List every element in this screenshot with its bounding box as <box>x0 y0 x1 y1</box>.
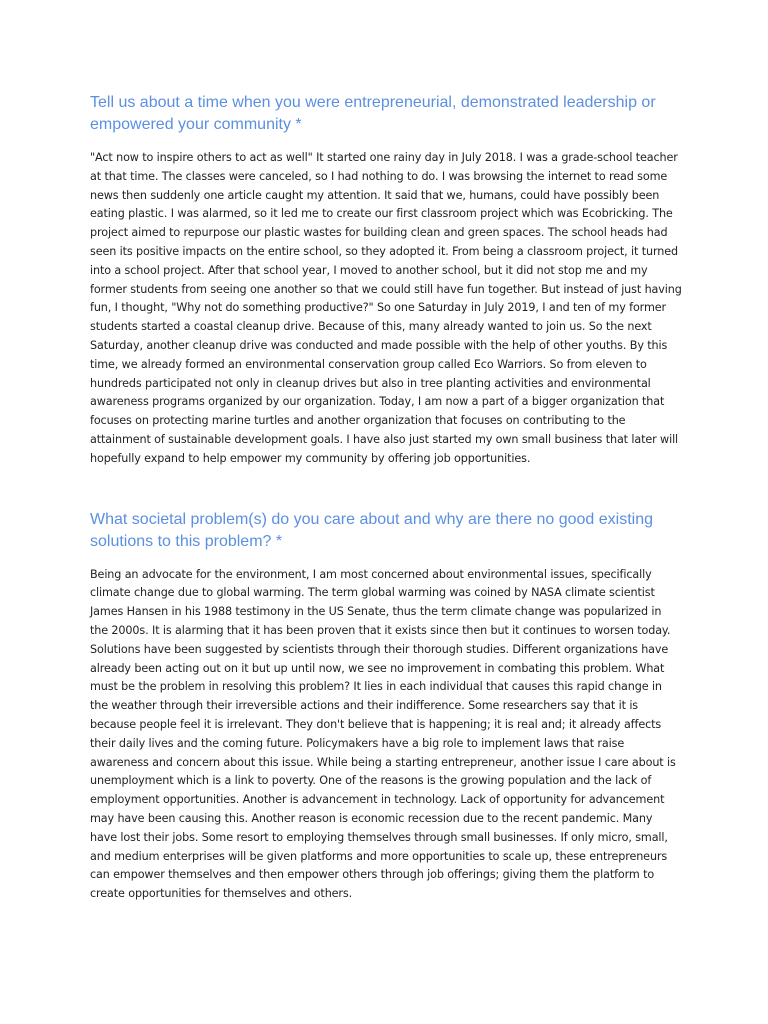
answer-paragraph-2: Being an advocate for the environment, I am most concerned about environmental issues, specifically climate change due to global warming. The term global warming was coined by NASA climate scientist James Hansen in his 1988 testimony in the US Senate, thus the term climate change was popularized in the 2000s. It is alarming that it has been proven that it exists since then but it continues to worsen today. Solutions have been suggested by scientists through their thorough studies. Different organizations have already been acting out on it but up until now, we see no improvement in combating this problem. What must be the problem in resolving this problem? It lies in each individual that causes this rapid change in the weather through their irreversible actions and their indifference. Some researchers say that it is because people feel it is irrelevant. They don't believe that is happening; it is real and; it already affects their daily lives and the coming future. Policymakers have a big role to implement laws that raise awareness and concern about this issue. While being a starting entrepreneur, another issue I care about is unemployment which is a link to poverty. One of the reasons is the growing population and the lack of employment opportunities. Another is advancement in technology. Lack of opportunity for advancement may have been causing this. Another reason is economic recession due to the recent pandemic. Many have lost their jobs. Some resort to employing themselves through small businesses. If only micro, small, and medium enterprises will be given platforms and more opportunities to scale up, these entrepreneurs can empower themselves and then empower others through job offerings; giving them the platform to create opportunities for themselves and others. <box>90 567 676 901</box>
section-entrepreneurial <box>90 92 682 469</box>
document-page <box>90 92 682 904</box>
answer-paragraph-1: "Act now to inspire others to act as well" It started one rainy day in July 2018. I was a grade-school teacher at that time. The classes were canceled, so I had nothing to do. I was browsing the internet to read some news then suddenly one article caught my attention. It said that we, humans, could have possibly been eating plastic. I was alarmed, so it led me to create our first classroom project which was Ecobricking. The project aimed to repurpose our plastic wastes for building clean and green spaces. The school heads had seen its positive impacts on the entire school, so they adopted it. From being a classroom project, it turned into a school project. After that school year, I moved to another school, but it did not stop me and my former students from seeing one another so that we could still have fun together. But instead of just having fun, I thought, "Why not do something productive?" So one Saturday in July 2019, I and ten of my former students started a coastal cleanup drive. Because of this, many already wanted to join us. So the next Saturday, another cleanup drive was conducted and made possible with the help of other youths. By this time, we already formed an environmental conservation group called Eco Warriors. So from eleven to hundreds participated not only in cleanup drives but also in tree planting activities and environmental awareness programs organized by our organization. Today, I am now a part of a bigger organization that focuses on protecting marine turtles and another organization that focuses on contributing to the attainment of sustainable development goals. I have also just started my own small business that later will hopefully expand to help empower my community by offering job opportunities. <box>90 151 682 465</box>
section-societal-problem <box>90 509 682 904</box>
question-heading-1: Tell us about a time when you were entrepreneurial, demonstrated leadership or empowered your community * <box>90 94 656 133</box>
question-heading-2: What societal problem(s) do you care about and why are there no good existing solutions to this problem? * <box>90 510 653 550</box>
